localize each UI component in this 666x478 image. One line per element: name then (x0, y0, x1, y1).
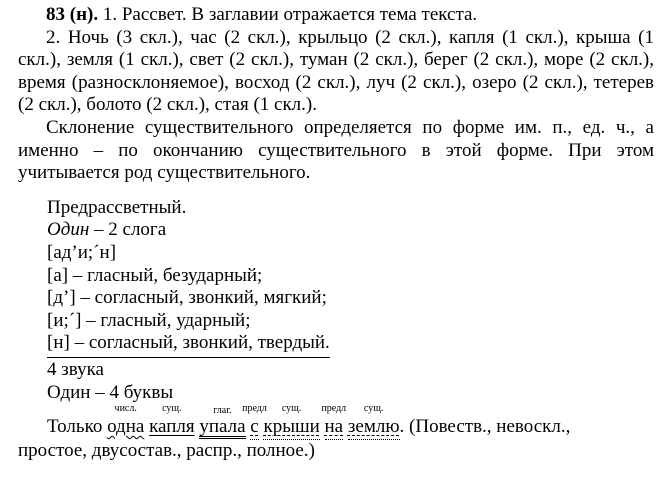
sentence-word-subject: сущ. капля (149, 403, 195, 438)
pos-tag: числ. (114, 403, 137, 415)
pos-tag: сущ. (281, 403, 302, 415)
pos-tag: глаг. (213, 405, 232, 417)
sound-item: [н] – согласный, звонкий, твердый. (47, 332, 330, 354)
sound-count: 4 звука (47, 358, 104, 380)
sentence-word-adverbial: предл на (325, 416, 344, 440)
count-summary (18, 359, 654, 404)
syntax-analysis (18, 403, 654, 440)
sentence-word-adverbial: сущ. крыши (263, 416, 319, 440)
pos-tag: сущ. (363, 403, 384, 415)
sentence-word-adverbial: предл с (250, 416, 258, 440)
pos-tag: предл (321, 403, 347, 415)
syllable-count (47, 219, 654, 242)
sentence-word-adverbial: сущ. землю (348, 416, 400, 440)
sentence-word-attribute: числ. одна (107, 403, 145, 438)
letter-count: Один – 4 буквы (47, 381, 174, 403)
pos-tag: сущ. (162, 403, 182, 415)
sentence-tail: . (Повеств., невоскл., (399, 416, 571, 438)
pos-tag: предл (242, 403, 267, 415)
sentence-line-1 (47, 403, 654, 440)
sound-item: [д’] – согласный, звонкий, мягкий; (47, 287, 327, 309)
task-number: 83 (н). (46, 4, 99, 25)
sentence-characteristics (18, 440, 654, 463)
transcription: [ад’и;´н] (47, 241, 117, 263)
sentence-word: Только (47, 416, 103, 438)
declension-list: 2. Ночь (3 скл.), час (2 скл.), крыльцо (2 скл.), капля (1 скл.), крыша (1 скл.), земля (1 скл.), свет (2 скл.), туман (2 скл.), берег (2 скл.), море (2 скл.), время (разносклоняемое), восход (2 скл.), луч (2 скл.), озеро (2 скл.), тетерев (2 скл.), болото (2 скл.), стая (1 скл.). (18, 26, 654, 116)
sentence-line-2: простое, двусостав., распр., полное.) (18, 439, 315, 461)
answer-page (18, 4, 654, 462)
sound-list (47, 265, 330, 358)
sound-item: [и;´] – гласный, ударный; (47, 309, 251, 331)
syllable-word: Один (47, 219, 90, 241)
phonetic-analysis (18, 197, 654, 359)
task-item-1: 1. Рассвет. В заглавии отражается тема текста. (98, 4, 478, 25)
syllable-count-text: – 2 слога (89, 219, 167, 241)
sound-item: [а] – гласный, безударный; (47, 264, 263, 286)
declension-rule: Склонение существительного определяется по форме им. п., ед. ч., а именно – по окончанию существительного в этой форме. При этом учитывается род существительного. (18, 116, 654, 184)
analysed-word: Предрассветный. (47, 196, 187, 218)
sentence-word-predicate: глаг. упала (199, 405, 246, 438)
task-heading (18, 4, 654, 27)
